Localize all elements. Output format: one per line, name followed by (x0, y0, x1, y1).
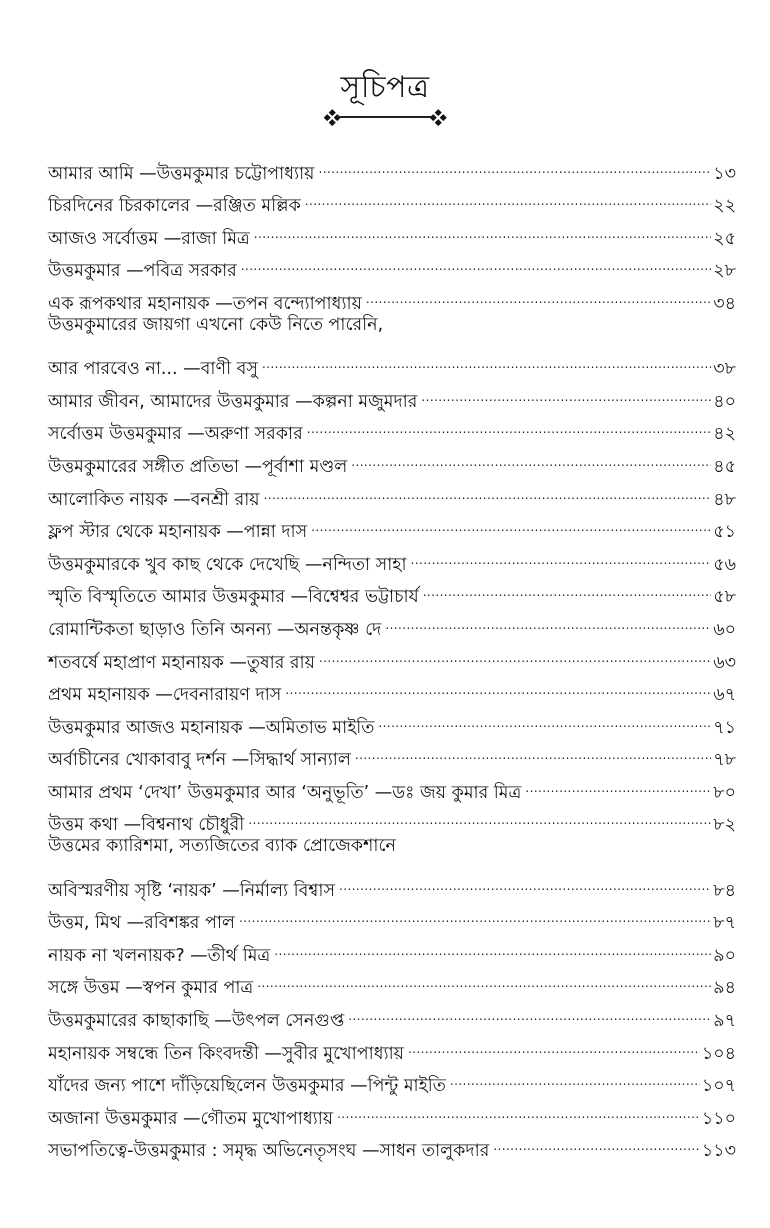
dot-leader (411, 537, 712, 570)
toc-page-number: ৯০ (713, 945, 736, 966)
dot-leader (337, 1091, 700, 1124)
ornament-rule (337, 116, 433, 118)
toc-page-number: ২৫ (713, 228, 736, 249)
toc-page-number: ১১৩ (701, 1141, 736, 1162)
toc-page-number: ৫৬ (713, 554, 736, 575)
toc-page-number: ৫৮ (713, 587, 736, 608)
toc-page-number: ৫১ (713, 522, 736, 543)
toc-entry-title: উত্তমের ক্যারিশমা, সত্যজিতের ব্যাক প্রোজেকশানে (48, 836, 396, 857)
toc-entry-title: আমার আমি —উত্তমকুমার চট্টোপাধ্যায় (48, 163, 315, 184)
toc-page-number: ২২ (713, 196, 736, 217)
dot-leader (254, 211, 711, 244)
toc-entry-title: আমার প্রথম ‘দেখা’ উত্তমকুমার আর ‘অনুভূতি’ —ডঃ জয় কুমার মিত্র (48, 782, 522, 803)
diamond-ornament-icon (431, 110, 445, 124)
toc-entry-title: উত্তমকুমারের সঙ্গীত প্রতিভা —পূর্বাশা মণ্ডল (48, 456, 348, 477)
toc-page-number: ৪২ (713, 424, 736, 445)
toc-entry-title: আমার জীবন, আমাদের উত্তমকুমার —কল্পনা মজুমদার (48, 391, 418, 412)
toc-page-number: ১৩ (713, 163, 736, 184)
dot-leader (305, 179, 711, 212)
toc-entry-line (48, 342, 736, 380)
toc-entry-title: নায়ক না খলনায়ক? —তীর্থ মিত্র (48, 945, 271, 966)
toc-page-number: ৯৭ (713, 1011, 736, 1032)
toc-entry-title: অবিস্মরণীয় সৃষ্টি ‘নায়ক’ —নির্মাল্য বিশ্বাস (48, 880, 336, 901)
toc-page-number: ৩৮ (713, 359, 736, 380)
toc-entry-title: আর পারবেও না... —বাণী বসু (48, 359, 258, 380)
toc-entry[interactable] (48, 309, 736, 380)
toc-entry-title: সর্বোত্তম উত্তমকুমার —অরুণা সরকার (48, 424, 303, 445)
dot-leader (421, 374, 711, 407)
toc-page-number: ৬৭ (713, 685, 736, 706)
title-block (0, 68, 770, 124)
toc-page-number: ১১০ (701, 1108, 736, 1129)
dot-leader (241, 244, 712, 277)
toc-entry-title: অর্বাচীনের খোকাবাবু দর্শন —সিদ্ধার্থ সান্যাল (48, 750, 351, 771)
toc-page-number: ৩৪ (713, 293, 736, 314)
dot-leader (366, 276, 711, 309)
dot-leader (257, 961, 711, 994)
dot-leader (307, 407, 712, 440)
table-of-contents (48, 146, 736, 1162)
toc-entry-title: উত্তমকুমার আজও মহানায়ক —অমিতাভ মাইতি (48, 717, 375, 738)
dot-leader (239, 896, 711, 929)
toc-page-number: ৭১ (713, 717, 736, 738)
dot-leader (385, 602, 711, 635)
toc-entry-title: রোমান্টিকতা ছাড়াও তিনি অনন্য —অনন্তকৃষ্ণ দে (48, 619, 382, 640)
toc-entry-title: উত্তমকুমার —পবিত্র সরকার (48, 261, 237, 282)
toc-entry-title: সভাপতিত্বে-উত্তমকুমার : সমৃদ্ধ অভিনেতৃসংঘ —সাধন তালুকদার (48, 1141, 490, 1162)
toc-entry-line (48, 146, 736, 184)
dot-leader (285, 668, 711, 701)
toc-entry-line-continued (48, 309, 736, 342)
dot-leader (408, 1026, 700, 1059)
toc-page-number: ১০৪ (701, 1043, 736, 1064)
dot-leader (525, 765, 711, 798)
dot-leader (248, 798, 711, 831)
toc-entry-title: প্রথম মহানায়ক —দেবনারায়ণ দাস (48, 685, 282, 706)
toc-entry-title: উত্তম, মিথ —রবিশঙ্কর পাল (48, 913, 235, 934)
toc-entry-line-continued (48, 830, 736, 863)
toc-entry-title: স্মৃতি বিস্মৃতিতে আমার উত্তমকুমার —বিশ্বেশ্বর ভট্টাচার্য (48, 587, 419, 608)
toc-entry-title: শতবর্ষে মহাপ্রাণ মহানায়ক —তুষার রায় (48, 652, 315, 673)
toc-page-number: ৬০ (713, 619, 736, 640)
toc-entry-line (48, 863, 736, 901)
toc-page-number: ৯৪ (713, 978, 736, 999)
toc-entry-title: আলোকিত নায়ক —বনশ্রী রায় (48, 489, 260, 510)
dot-leader (493, 1124, 700, 1157)
dot-leader (423, 570, 712, 603)
toc-page-number: ১০৭ (701, 1076, 736, 1097)
dot-leader (450, 1059, 700, 1092)
toc-entry-title: এক রূপকথার মহানায়ক —তপন বন্দ্যোপাধ্যায় (48, 293, 362, 314)
dot-leader (378, 700, 711, 733)
toc-entry-title: আজও সর্বোত্তম —রাজা মিত্র (48, 228, 250, 249)
dot-leader (262, 342, 711, 375)
toc-entry-title: মহানায়ক সম্বন্ধে তিন কিংবদন্তী —সুবীর মুখোপাধ্যায় (48, 1043, 404, 1064)
dot-leader (274, 928, 711, 961)
page-title: সূচিপত্র (340, 70, 430, 105)
toc-page-number: ৪০ (713, 391, 736, 412)
toc-entry-title: ফ্লপ স্টার থেকে মহানায়ক —পান্না দাস (48, 522, 308, 543)
toc-entry-title: যাঁদের জন্য পাশে দাঁড়িয়েছিলেন উত্তমকুমার —পিন্টু মাইতি (48, 1076, 446, 1097)
toc-page-number: ৮৪ (713, 880, 736, 901)
dot-leader (311, 505, 711, 538)
toc-page-number: ৭৮ (713, 750, 736, 771)
toc-entry[interactable] (48, 146, 736, 184)
dot-leader (319, 146, 712, 179)
toc-entry-title: উত্তমকুমারকে খুব কাছ থেকে দেখেছি —নন্দিতা সাহা (48, 554, 407, 575)
dot-leader (351, 439, 711, 472)
toc-page-number: ২৮ (713, 261, 736, 282)
toc-entry-title: উত্তমকুমারের জায়গা এখনো কেউ নিতে পারেনি, (48, 314, 384, 335)
dot-leader (339, 863, 711, 896)
toc-entry[interactable] (48, 830, 736, 901)
toc-page-number: ৮০ (713, 782, 736, 803)
toc-entry-title: অজানা উত্তমকুমার —গৌতম মুখোপাধ্যায় (48, 1108, 334, 1129)
toc-entry-title: উত্তমকুমারের কাছাকাছি —উৎপল সেনগুপ্ত (48, 1011, 345, 1032)
dot-leader (355, 733, 711, 766)
toc-entry-title: উত্তম কথা —বিশ্বনাথ চৌধুরী (48, 815, 245, 836)
toc-entry-title: সঙ্গে উত্তম —স্বপন কুমার পাত্র (48, 978, 254, 999)
toc-page-number: ৪৫ (713, 456, 736, 477)
dot-leader (264, 472, 712, 505)
dot-leader (319, 635, 711, 668)
toc-page-number: ৪৮ (713, 489, 736, 510)
dot-leader (348, 993, 711, 1026)
toc-page-number: ৮২ (713, 815, 736, 836)
toc-page-number: ৮৭ (713, 913, 736, 934)
title-ornament (325, 110, 445, 124)
toc-page-number: ৬৩ (713, 652, 736, 673)
toc-entry-title: চিরদিনের চিরকালের —রঞ্জিত মল্লিক (48, 196, 301, 217)
